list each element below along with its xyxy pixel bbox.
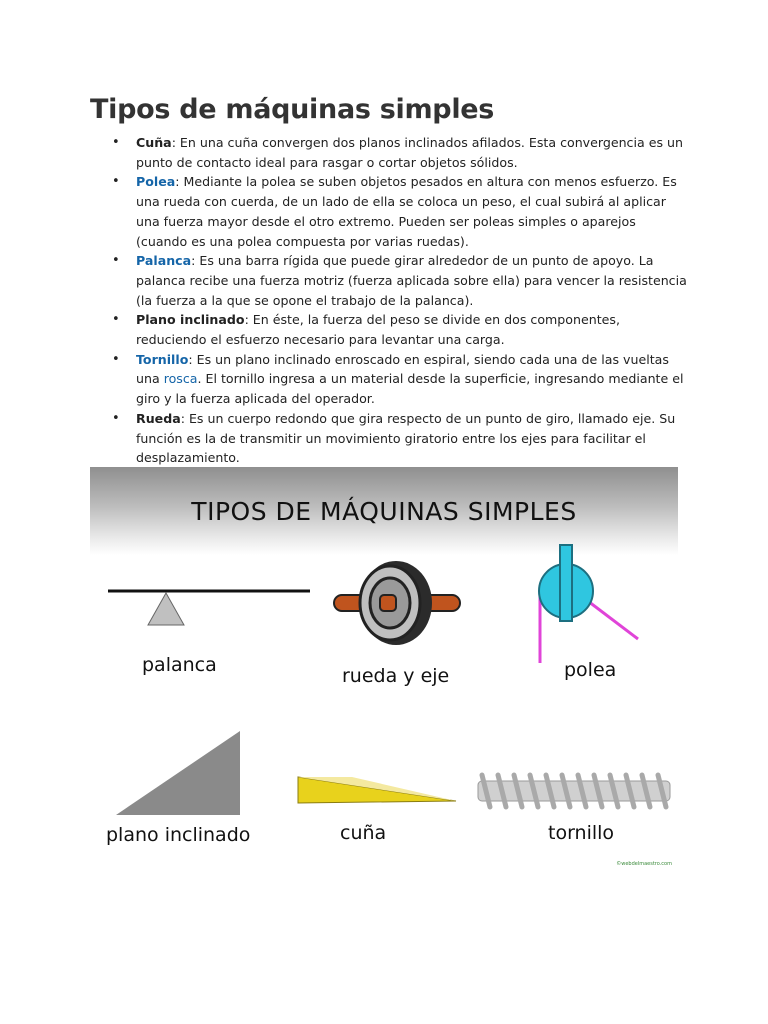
wedge-icon xyxy=(298,777,456,803)
list-item-tornillo xyxy=(136,350,688,409)
term-cuna: Cuña xyxy=(136,135,172,150)
label-polea: polea xyxy=(564,659,617,681)
screw-icon xyxy=(478,775,670,807)
list-item-rueda xyxy=(136,409,688,468)
desc-rueda: : Es un cuerpo redondo que gira respecto de un punto de giro, llamado eje. Su función es la de transmitir un movimiento giratorio entre los ejes para facilitar el desplazamiento. xyxy=(136,410,676,466)
list-item-cuna xyxy=(136,133,688,172)
desc-tornillo-after: . El tornillo ingresa a un material desde la superficie, ingresando mediante el giro y la fuerza aplicada del operador. xyxy=(136,371,684,407)
term-palanca-link[interactable]: Palanca xyxy=(136,253,192,269)
lever-icon xyxy=(108,591,310,625)
machines-list xyxy=(136,133,688,468)
desc-polea: : Mediante la polea se suben objetos pesados en altura con menos esfuerzo. Es una rueda con cuerda, de un lado de ella se coloca un peso, el cual subirá al aplicar una fuerza mayor desde el otro extremo. Pueden ser poleas simples o aparejos (cuando es una polea compuesta por varias ruedas). xyxy=(136,174,677,249)
label-palanca: palanca xyxy=(142,654,217,676)
simple-machines-figure xyxy=(90,467,678,871)
inclined-plane-icon xyxy=(116,731,240,815)
label-rueda-y-eje: rueda y eje xyxy=(342,665,450,687)
desc-plano-inclinado: : En éste, la fuerza del peso se divide en dos componentes, reduciendo el esfuerzo necesario para levantar una carga. xyxy=(136,312,620,348)
figure-credit: ©webdelmaestro.com xyxy=(616,861,672,867)
wheel-and-axle-icon xyxy=(334,561,460,645)
desc-palanca: : Es una barra rígida que puede girar alrededor de un punto de apoyo. La palanca recibe una fuerza motriz (fuerza aplicada sobre ella) para vencer la resistencia (la fuerza a la que se opone el trabajo de la palanca). xyxy=(136,253,687,308)
term-plano-inclinado: Plano inclinado xyxy=(136,312,245,328)
label-plano-inclinado: plano inclinado xyxy=(106,824,251,846)
label-tornillo: tornillo xyxy=(548,822,615,844)
list-item-plano-inclinado xyxy=(136,310,688,349)
page-title: Tipos de máquinas simples xyxy=(90,94,495,125)
rosca-link[interactable]: rosca xyxy=(163,371,198,387)
term-tornillo-link[interactable]: Tornillo xyxy=(136,351,189,367)
desc-tornillo-before: : Es un plano inclinado enroscado en espiral, siendo cada una de las vueltas una xyxy=(136,351,669,387)
term-polea-link[interactable]: Polea xyxy=(136,174,176,190)
pulley-icon xyxy=(539,545,638,663)
figure-title: TIPOS DE MÁQUINAS SIMPLES xyxy=(191,497,577,526)
desc-cuna: : En una cuña convergen dos planos inclinados afilados. Esta convergencia es un punto de contacto ideal para rasgar o cortar objetos sólidos. xyxy=(136,135,683,170)
term-rueda: Rueda xyxy=(136,410,181,426)
label-cuna: cuña xyxy=(340,822,387,844)
list-item-polea xyxy=(136,172,688,251)
list-item-palanca xyxy=(136,251,688,310)
